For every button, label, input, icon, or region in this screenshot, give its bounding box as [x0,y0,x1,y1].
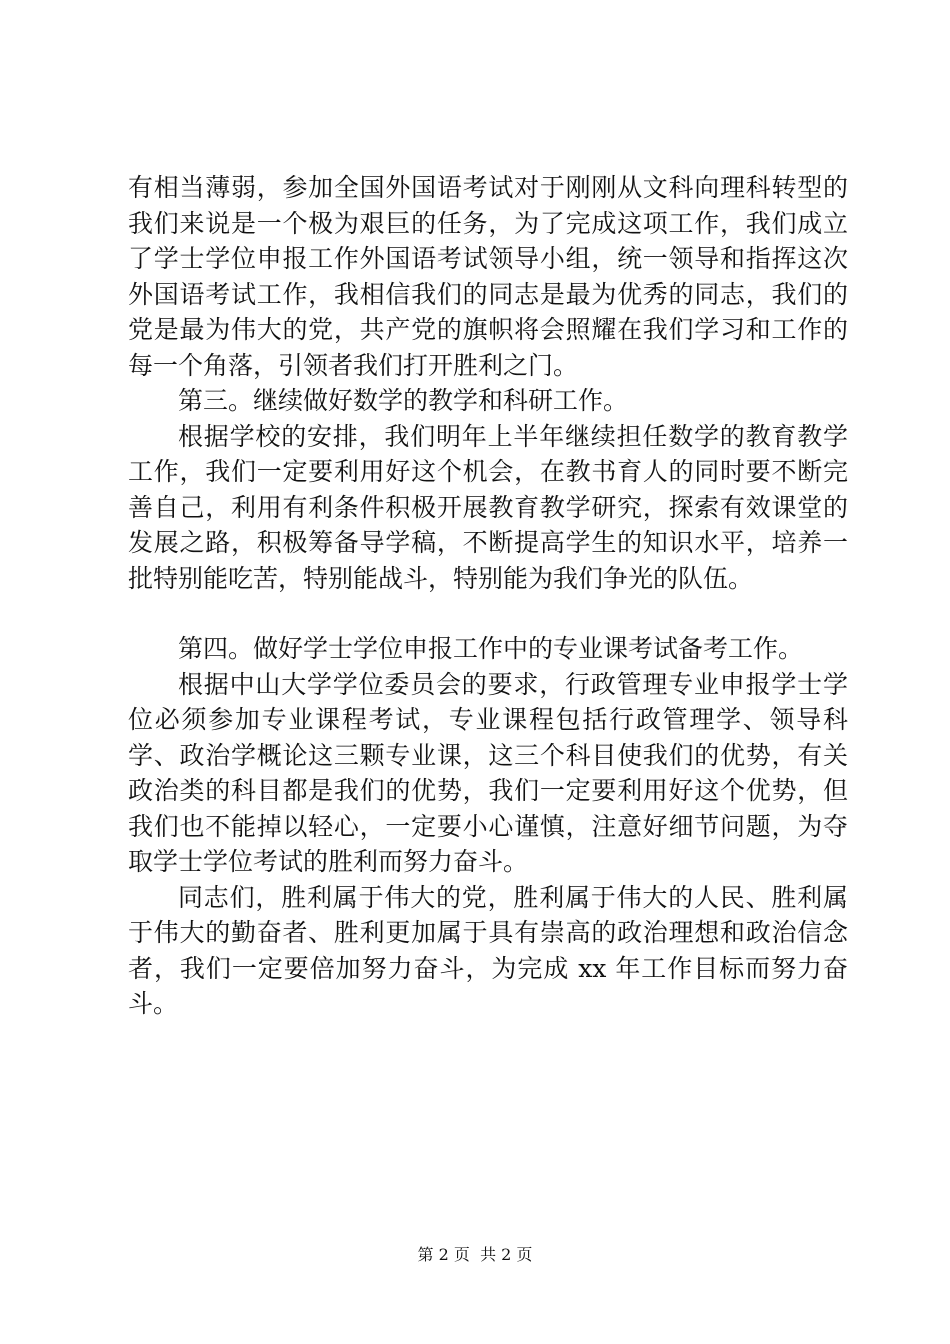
paragraph-math-teaching: 根据学校的安排，我们明年上半年继续担任数学的教育教学工作，我们一定要利用好这个机会，在教书育人的同时要不断完善自己，利用有利条件积极开展教育教学研究，探索有效课堂的发展之路，积极筹备导学稿，不断提高学生的知识水平，培养一批特别能吃苦，特别能战斗，特别能为我们争光的队伍。 [128,421,848,593]
paragraph-heading-fourth: 第四。做好学士学位申报工作中的专业课考试备考工作。 [178,634,804,663]
paragraph-exam-prep: 根据中山大学学位委员会的要求，行政管理专业申报学士学位必须参加专业课程考试，专业课程包括行政管理学、领导科学、政治学概论这三颗专业课，这三个科目使我们的优势，有关政治类的科目都是我们的优势，我们一定要利用好这个优势，但我们也不能掉以轻心，一定要小心谨慎，注意好细节问题，为夺取学士学位考试的胜利而努力奋斗。 [128,669,848,876]
paragraph-spacer [128,596,848,631]
paragraph-closing: 同志们，胜利属于伟大的党，胜利属于伟大的人民、胜利属于伟大的勤奋者、胜利更加属于具有崇高的政治理想和政治信念者，我们一定要倍加努力奋斗，为完成 xx 年工作目标而努力奋斗。 [128,882,848,1018]
paragraph-continuation: 有相当薄弱，参加全国外国语考试对于刚刚从文科向理科转型的我们来说是一个极为艰巨的任务，为了完成这项工作，我们成立了学士学位申报工作外国语考试领导小组，统一领导和指挥这次外国语考试工作，我相信我们的同志是最为优秀的同志，我们的党是最为伟大的党，共产党的旗帜将会照耀在我们学习和工作的每一个角落，引领者我们打开胜利之门。 [128,173,848,380]
page-footer [0,1245,950,1265]
paragraph-heading-third: 第三。继续做好数学的教学和科研工作。 [178,386,629,415]
page-number: 第 2 页 共 2 页 [417,1245,533,1264]
document-body [128,170,848,1022]
